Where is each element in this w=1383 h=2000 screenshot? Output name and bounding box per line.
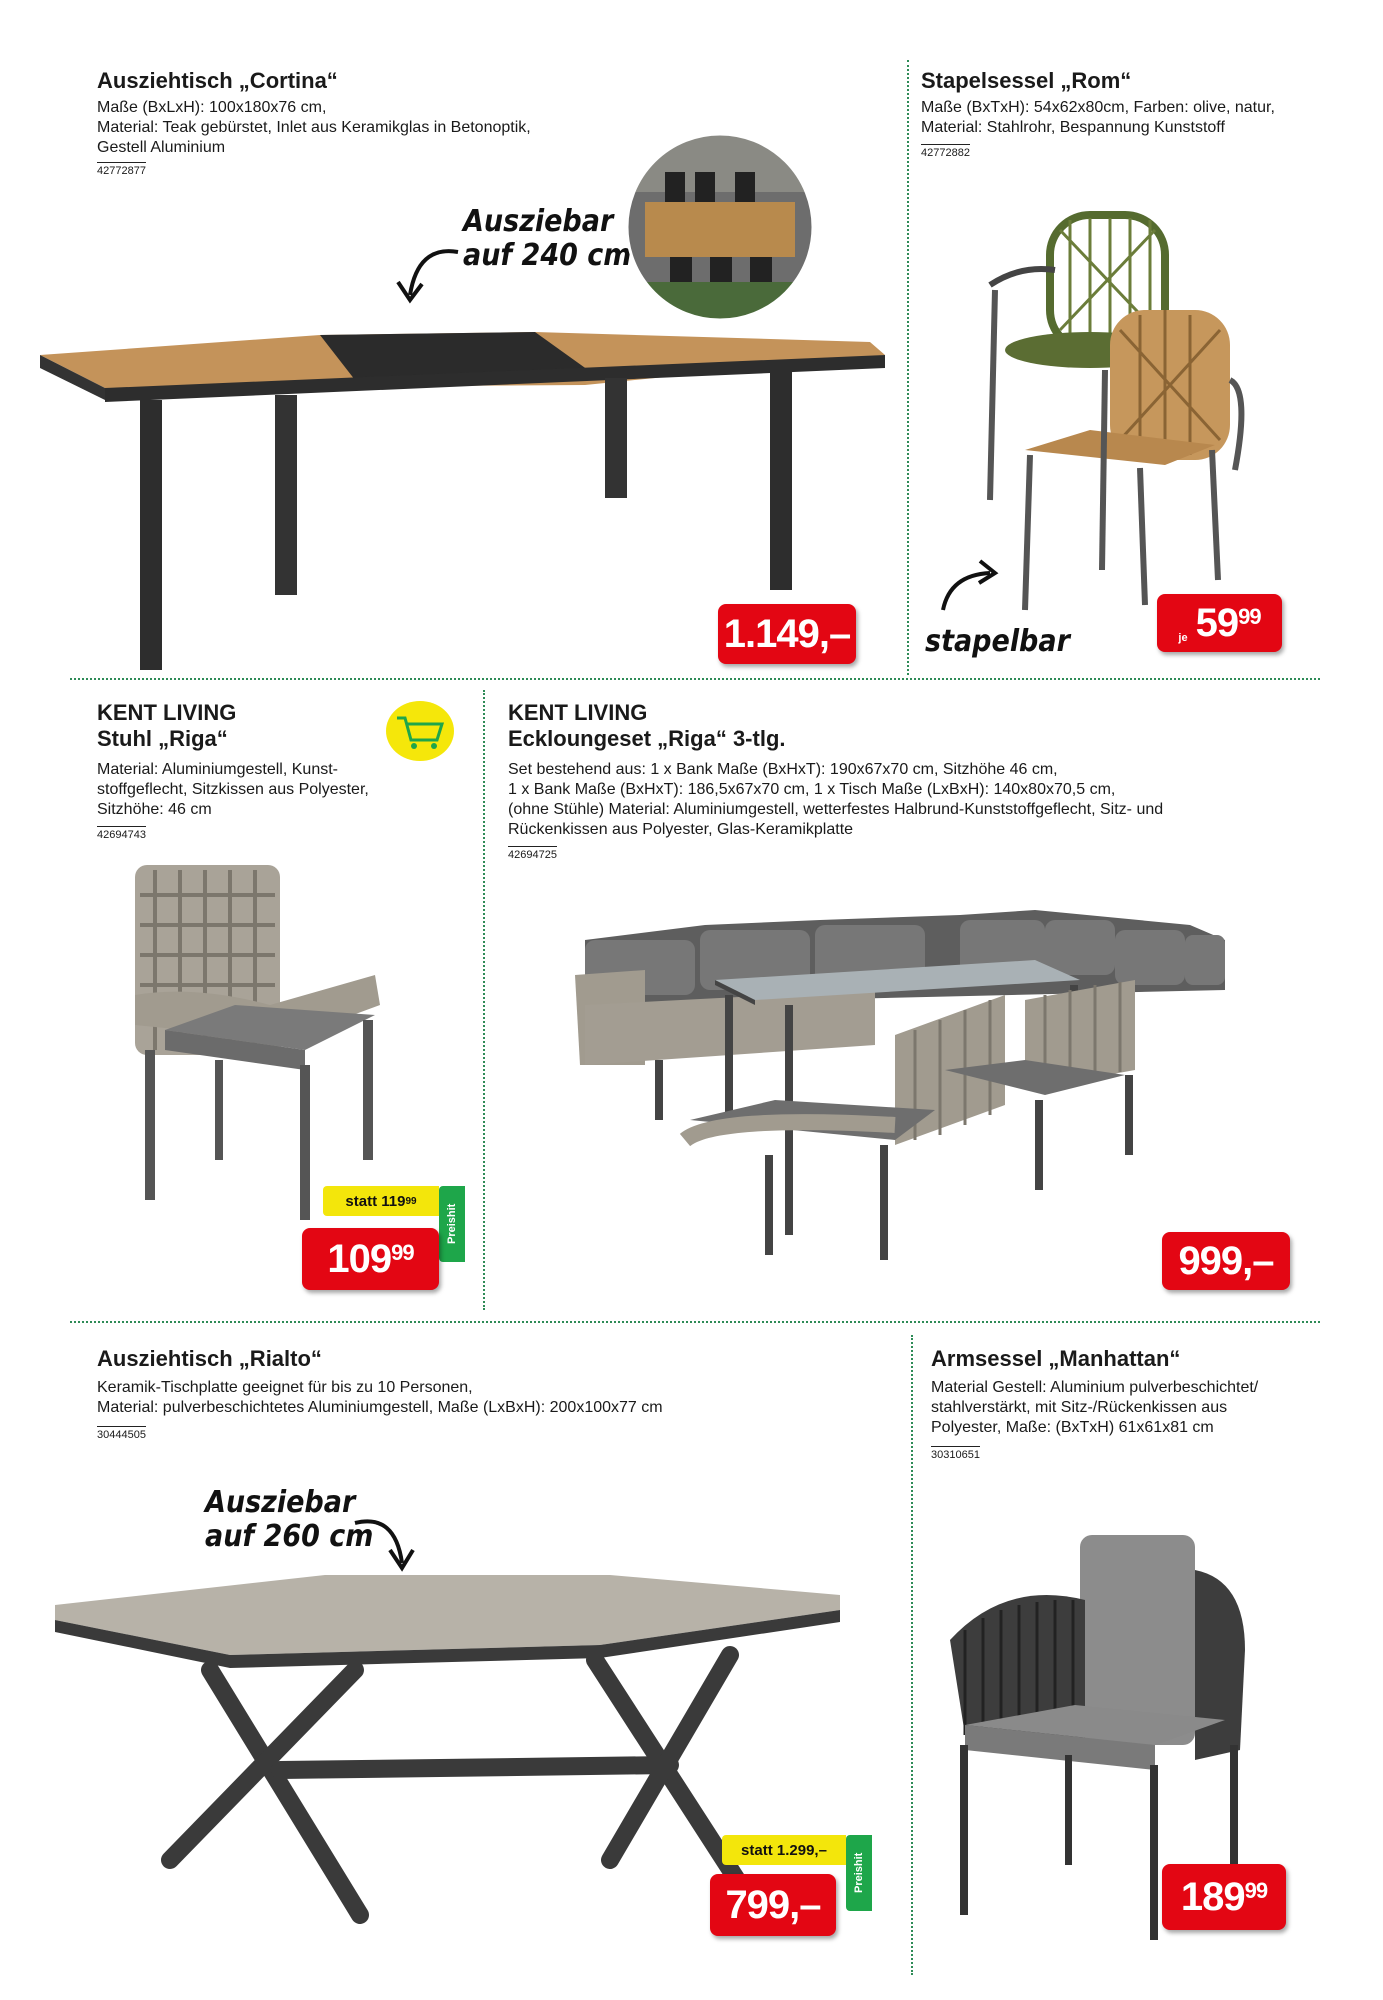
- shopping-cart-icon: [385, 700, 455, 762]
- product-rom: [921, 68, 1341, 161]
- product-rialto: [97, 1346, 857, 1443]
- product-desc-line: Maße (BxTxH): 54x62x80cm, Farben: olive, natur,: [921, 99, 1275, 116]
- callout-line: Ausziebar: [205, 1485, 356, 1520]
- product-desc-line: Polyester, Maße: (BxTxH) 61x61x81 cm: [931, 1419, 1214, 1436]
- product-desc-line: Material Gestell: Aluminium pulverbeschichtet/: [931, 1379, 1259, 1396]
- product-title: Stuhl „Riga“: [97, 726, 228, 751]
- callout-stackable: stapelbar: [925, 624, 1070, 659]
- preishit-badge: Preishit: [439, 1186, 465, 1262]
- product-desc-line: Material: Teak gebürstet, Inlet aus Keramikglas in Betonoptik,: [97, 119, 531, 136]
- price-tag: [302, 1228, 439, 1290]
- product-title: Eckloungeset „Riga“ 3-tlg.: [508, 726, 786, 751]
- product-desc-line: Material: Aluminiumgestell, Kunst-: [97, 761, 338, 778]
- divider-bottom: [70, 1321, 1320, 1323]
- product-desc-line: Set bestehend aus: 1 x Bank Maße (BxHxT): 190x67x70 cm, Sitzhöhe 46 cm,: [508, 761, 1058, 778]
- product-desc-line: Material: pulverbeschichtetes Aluminiumgestell, Maße (LxBxH): 200x100x77 cm: [97, 1399, 663, 1416]
- callout-line: auf 260 cm: [205, 1519, 374, 1554]
- callout-line: Ausziebar: [463, 204, 614, 239]
- preishit-badge: Preishit: [846, 1835, 872, 1911]
- price-main: 59: [1195, 600, 1239, 645]
- product-title: Stapelsessel „Rom“: [921, 68, 1132, 93]
- divider-top: [70, 678, 1320, 680]
- price-tag: [1162, 1864, 1286, 1930]
- product-desc-line: Sitzhöhe: 46 cm: [97, 801, 212, 818]
- product-desc-line: stoffgeflecht, Sitzkissen aus Polyester,: [97, 781, 369, 798]
- product-desc-line: (ohne Stühle) Material: Aluminiumgestell, wetterfestes Halbrund-Kunststoffgeflecht, Sitz- und: [508, 801, 1164, 818]
- product-sku: 30444505: [97, 1426, 146, 1441]
- price-tag: 799,–: [710, 1874, 836, 1936]
- product-sku: 42772882: [921, 144, 970, 159]
- divider-v-mid: [483, 690, 485, 1310]
- callout-line: auf 240 cm: [463, 238, 632, 273]
- product-eckloungeset-riga: [508, 700, 1328, 863]
- lounge-set-image: [565, 895, 1235, 1265]
- price-tag: 999,–: [1162, 1232, 1290, 1290]
- product-title: Armsessel „Manhattan“: [931, 1346, 1181, 1371]
- table-inset-photo: [625, 132, 815, 322]
- product-desc-line: 1 x Bank Maße (BxHxT): 186,5x67x70 cm, 1 x Tisch Maße (LxBxH): 140x80x70,5 cm,: [508, 781, 1116, 798]
- old-price: statt 119: [345, 1192, 406, 1210]
- rom-chairs-image: [980, 210, 1260, 620]
- price-prefix: je: [1178, 632, 1188, 644]
- product-sku: 42772877: [97, 162, 146, 177]
- price-cents: 99: [1238, 604, 1261, 629]
- divider-v-top: [907, 60, 909, 675]
- product-desc-line: Maße (BxLxH): 100x180x76 cm,: [97, 99, 327, 116]
- product-brand: KENT LIVING: [508, 700, 648, 725]
- product-desc-line: stahlverstärkt, mit Sitz-/Rückenkissen aus: [931, 1399, 1228, 1416]
- product-desc-line: Gestell Aluminium: [97, 139, 226, 156]
- price-main: 109: [327, 1236, 392, 1281]
- product-sku: 42694725: [508, 846, 557, 861]
- price-cents: 99: [391, 1240, 414, 1265]
- price-tag: [1157, 594, 1282, 652]
- old-price-cents: 99: [405, 1195, 417, 1207]
- price-tag: 1.149,–: [718, 604, 856, 664]
- product-desc-line: Rückenkissen aus Polyester, Glas-Keramikplatte: [508, 821, 854, 838]
- old-price-badge: statt 1.299,–: [722, 1835, 846, 1865]
- product-manhattan: [931, 1346, 1341, 1463]
- callout-extendable: [463, 205, 631, 273]
- product-sku: 42694743: [97, 826, 146, 841]
- product-brand: KENT LIVING: [97, 700, 237, 725]
- curved-arrow-icon: [935, 555, 1005, 615]
- product-cortina: [97, 68, 657, 179]
- riga-chair-image: [115, 855, 395, 1225]
- product-title: Ausziehtisch „Cortina“: [97, 68, 338, 93]
- old-price-badge: [323, 1186, 439, 1216]
- arrow-icon: [388, 240, 468, 310]
- price-cents: 99: [1244, 1878, 1268, 1903]
- product-desc-line: Material: Stahlrohr, Bespannung Kunststoff: [921, 119, 1225, 136]
- price-main: 189: [1180, 1874, 1245, 1919]
- product-title: Ausziehtisch „Rialto“: [97, 1346, 322, 1371]
- product-sku: 30310651: [931, 1446, 980, 1461]
- divider-v-bottom: [911, 1335, 913, 1975]
- callout-extendable: [205, 1486, 373, 1554]
- product-desc-line: Keramik-Tischplatte geeignet für bis zu 10 Personen,: [97, 1379, 473, 1396]
